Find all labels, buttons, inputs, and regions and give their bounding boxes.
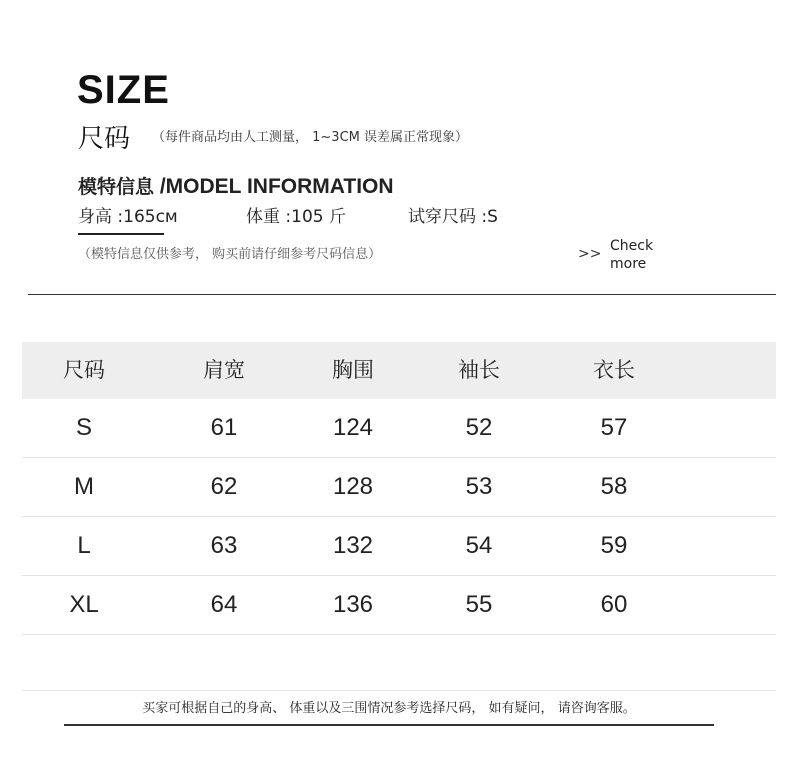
footer-divider-top [22, 690, 776, 691]
table-cell: 128 [332, 473, 374, 500]
table-cell: 62 [210, 473, 238, 500]
double-chevron-right-icon[interactable]: >> [578, 246, 602, 262]
table-row [22, 576, 776, 635]
column-header-length: 衣长 [593, 358, 635, 382]
column-header-shoulder: 肩宽 [203, 358, 245, 382]
table-cell: 64 [210, 591, 238, 618]
footer-note: 买家可根据自己的身高、 体重以及三围情况参考选择尺码， 如有疑问， 请咨询客服。 [142, 701, 636, 716]
model-height: 身高 :165cм [78, 207, 178, 227]
table-cell: 61 [210, 414, 238, 441]
table-cell: 59 [600, 532, 628, 559]
table-row [22, 458, 776, 517]
table-cell: 63 [210, 532, 238, 559]
table-cell: S [75, 414, 92, 441]
table-cell: M [74, 473, 94, 500]
table-cell: 53 [465, 473, 493, 500]
size-table [22, 342, 776, 635]
table-cell: 52 [465, 414, 493, 441]
measurement-note: （每件商品均由人工测量， 1~3CM 误差属正常现象） [152, 130, 468, 145]
check-more-link[interactable] [610, 237, 653, 273]
model-info-heading [78, 172, 394, 199]
footer-divider-bottom [64, 724, 714, 726]
table-header-row [22, 342, 776, 399]
column-header-size: 尺码 [63, 358, 105, 382]
model-info-note: （模特信息仅供参考， 购买前请仔细参考尺码信息） [78, 247, 382, 262]
page-subtitle: 尺码 [78, 124, 131, 154]
table-cell: 136 [332, 591, 374, 618]
table-cell: L [77, 532, 91, 559]
column-header-chest: 胸围 [332, 358, 374, 382]
column-header-sleeve: 袖长 [458, 358, 500, 382]
table-cell: 55 [465, 591, 493, 618]
table-cell: 57 [600, 414, 628, 441]
model-height-underline [78, 233, 164, 235]
model-weight: 体重 :105 斤 [246, 207, 346, 227]
table-row [22, 517, 776, 576]
table-cell: 124 [332, 414, 374, 441]
section-divider [28, 294, 776, 295]
table-cell: 132 [332, 532, 374, 559]
table-cell: 60 [600, 591, 628, 618]
check-more-label-line1[interactable]: Check [610, 238, 654, 254]
check-more-label-line2[interactable]: more [610, 256, 647, 272]
table-row [22, 399, 776, 458]
page-title: SIZE [77, 68, 170, 112]
table-cell: 58 [600, 473, 628, 500]
table-cell: XL [69, 591, 99, 618]
model-info-heading-cn: 模特信息 [78, 176, 155, 198]
model-info-heading-en: /MODEL INFORMATION [154, 175, 394, 198]
table-cell: 54 [465, 532, 493, 559]
model-trial-size: 试穿尺码 :S [408, 207, 498, 227]
